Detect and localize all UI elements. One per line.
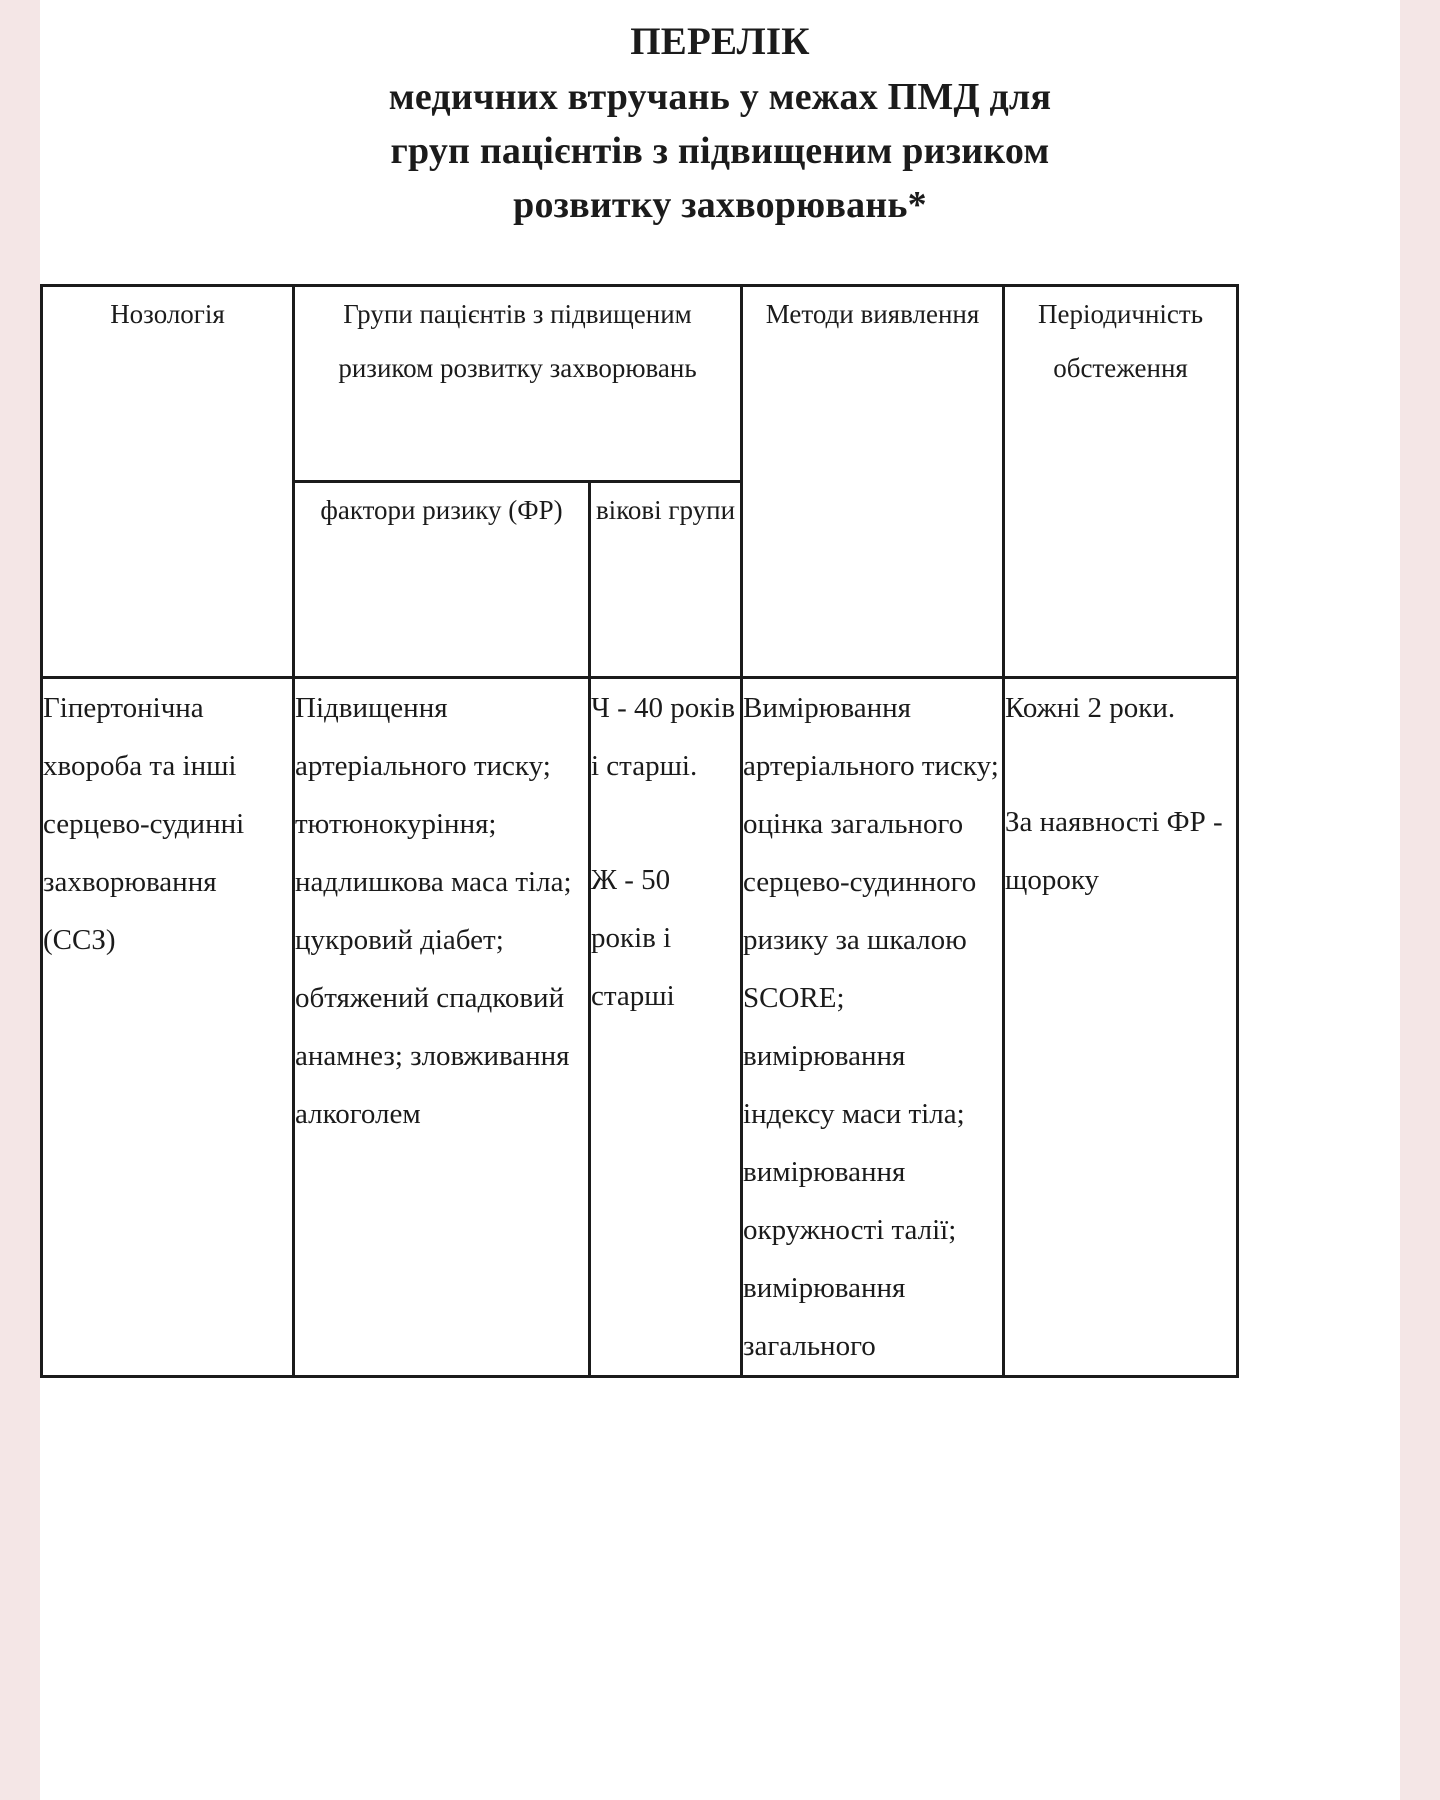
- header-methods: Методи виявлення: [742, 286, 1004, 678]
- title-line-2: медичних втручань у межах ПМД для: [388, 75, 1052, 118]
- age-group-women: Ж - 50 років і старші: [591, 864, 675, 1012]
- document-title: [40, 0, 1400, 233]
- header-periodicity: Періодичність обстеження: [1004, 286, 1238, 678]
- header-risk-factors: фактори ризику (ФР): [294, 482, 590, 678]
- cell-methods: Вимірювання артеріального тиску; оцінка загального серцево-судинного ризику за шкалою SCORE; вимірювання індексу маси тіла; вимірювання окружності талії; вимірювання загального: [742, 678, 1004, 1377]
- table-row: [42, 678, 1238, 1377]
- cell-spacer: [591, 795, 740, 851]
- header-risk-groups: Групи пацієнтів з підвищеним ризиком розвитку захворювань: [294, 286, 742, 482]
- title-line-4: розвитку захворювань*: [513, 184, 927, 227]
- header-age-groups: вікові групи: [590, 482, 742, 678]
- periodicity-base: Кожні 2 роки.: [1005, 692, 1176, 724]
- cell-spacer: [1005, 737, 1236, 793]
- age-group-men: Ч - 40 років і старші.: [591, 692, 736, 782]
- cell-age-groups: [590, 678, 742, 1377]
- periodicity-with-risk-factors: За наявності ФР - щороку: [1005, 806, 1223, 896]
- header-nozologia: Нозологія: [42, 286, 294, 678]
- title-line-1: ПЕРЕЛІК: [630, 20, 810, 63]
- interventions-table: [40, 284, 1239, 1378]
- title-line-3: груп пацієнтів з підвищеним ризиком: [390, 130, 1050, 173]
- cell-periodicity: [1004, 678, 1238, 1377]
- table-header-row-primary: [42, 286, 1238, 482]
- cell-nozologia: Гіпертонічна хвороба та інші серцево-судинні захворювання (ССЗ): [42, 678, 294, 1377]
- cell-risk-factors: Підвищення артеріального тиску; тютюнокуріння; надлишкова маса тіла; цукровий діабет; обтяжений спадковий анамнез; зловживання алкоголем: [294, 678, 590, 1377]
- document-sheet: [40, 0, 1400, 1800]
